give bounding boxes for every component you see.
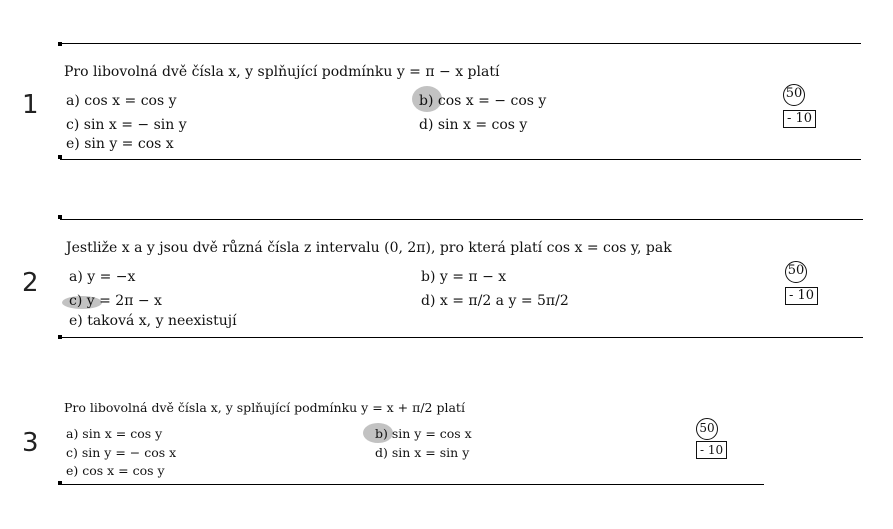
q2-score-circle: 50 [785, 261, 807, 283]
q2-score-box: - 10 [785, 287, 818, 305]
q3-score-box: - 10 [696, 441, 727, 459]
q1-bottom-rule [60, 159, 861, 160]
q1-top-rule [60, 43, 861, 44]
q2-option-e[interactable]: e) taková x, y neexistují [69, 313, 237, 329]
q1-option-b[interactable]: b) cos x = − cos y [419, 93, 547, 109]
q3-option-a[interactable]: a) sin x = cos y [66, 426, 163, 441]
q1-top-tick [58, 42, 62, 46]
q2-top-rule [60, 219, 863, 220]
q1-score-box: - 10 [783, 110, 816, 128]
q3-number: 3 [22, 428, 39, 458]
q3-option-b[interactable]: b) sin y = cos x [375, 426, 472, 441]
q2-top-tick [58, 215, 62, 219]
q3-option-d[interactable]: d) sin x = sin y [375, 445, 470, 460]
q3-option-e[interactable]: e) cos x = cos y [66, 463, 165, 478]
q1-option-e[interactable]: e) sin y = cos x [66, 136, 174, 152]
q2-option-c[interactable]: c) y = 2π − x [69, 293, 162, 309]
q1-prompt: Pro libovolná dvě čísla x, y splňující podmínku y = π − x platí [64, 64, 500, 80]
q2-prompt: Jestliže x a y jsou dvě různá čísla z intervalu (0, 2π), pro která platí cos x = cos y, pak [66, 240, 672, 256]
q2-option-a[interactable]: a) y = −x [69, 269, 136, 285]
q2-number: 2 [22, 268, 39, 298]
q3-option-c[interactable]: c) sin y = − cos x [66, 445, 177, 460]
q2-bottom-rule [60, 337, 863, 338]
q1-option-c[interactable]: c) sin x = − sin y [66, 117, 187, 133]
q2-bottom-tick [58, 335, 62, 339]
q2-option-b[interactable]: b) y = π − x [421, 269, 507, 285]
q1-option-d[interactable]: d) sin x = cos y [419, 117, 528, 133]
q3-prompt: Pro libovolná dvě čísla x, y splňující podmínku y = x + π/2 platí [64, 400, 465, 415]
q1-number: 1 [22, 90, 39, 120]
q3-bottom-tick [58, 481, 62, 485]
q1-score-circle: 50 [783, 84, 805, 106]
q1-option-a[interactable]: a) cos x = cos y [66, 93, 177, 109]
q2-option-d[interactable]: d) x = π/2 a y = 5π/2 [421, 293, 569, 309]
q3-score-circle: 50 [696, 418, 718, 440]
q1-bottom-tick [58, 155, 62, 159]
q3-bottom-rule [60, 484, 764, 485]
